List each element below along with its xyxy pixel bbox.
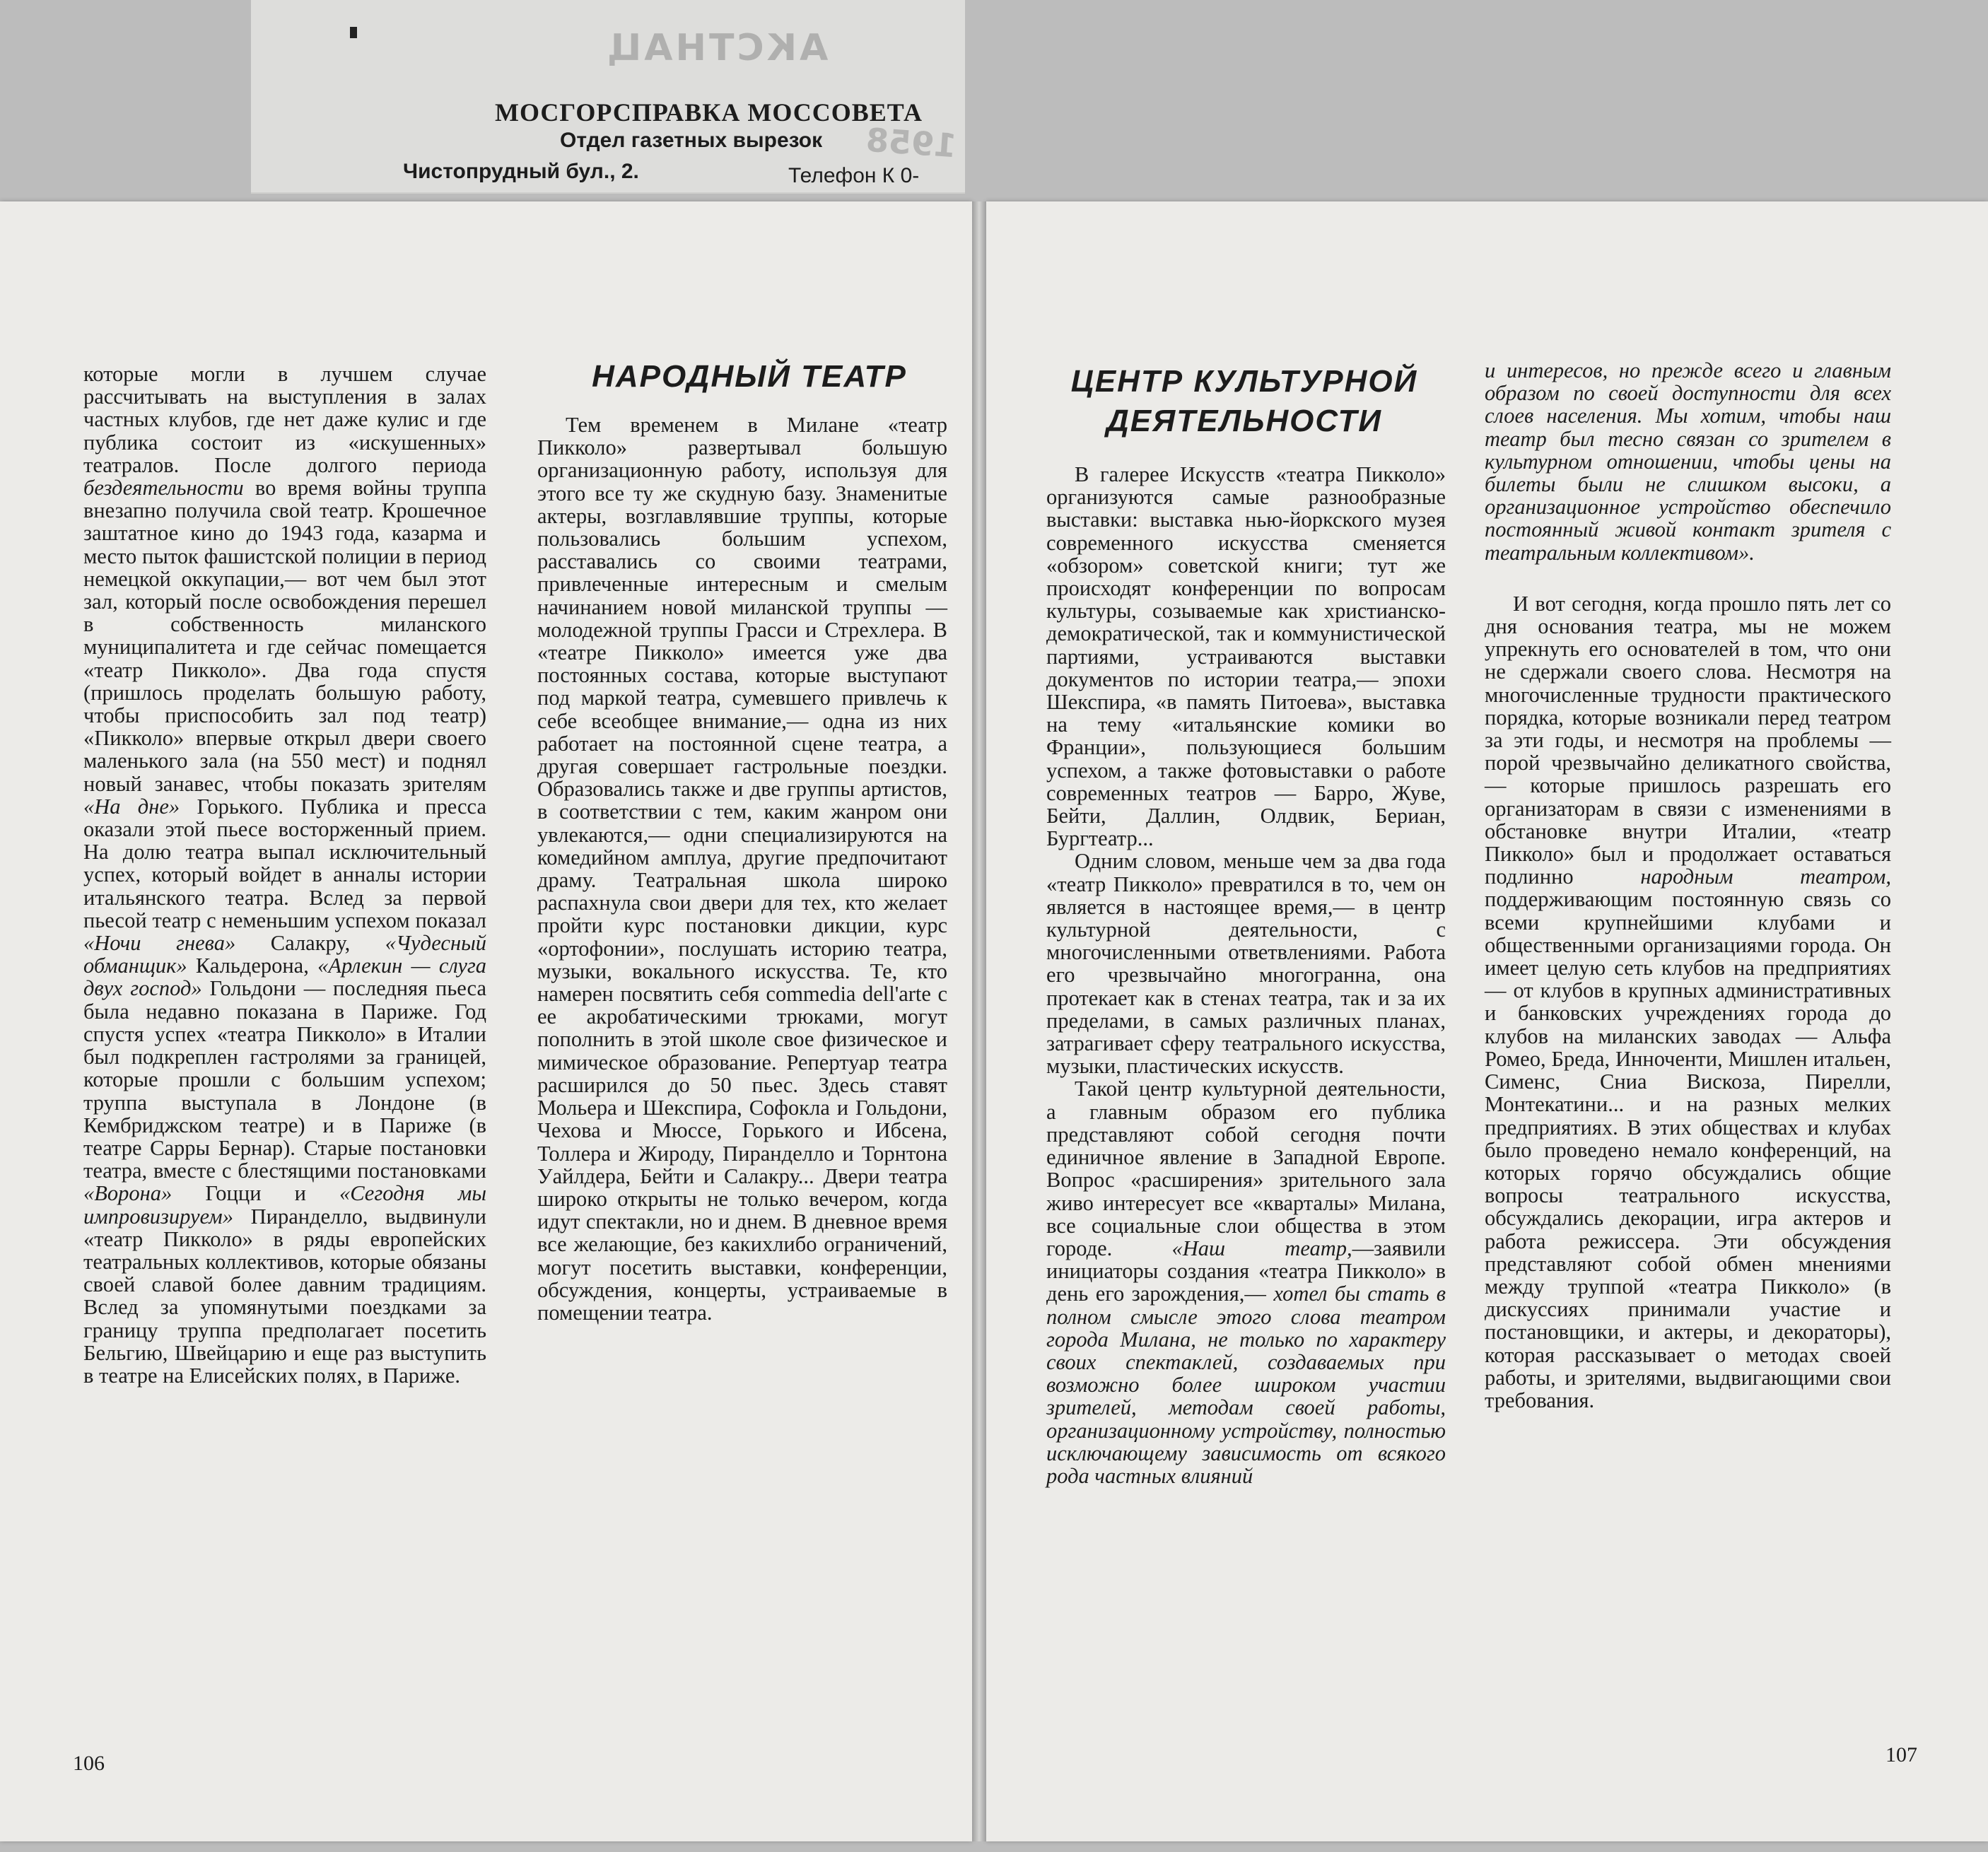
text-run-italic: «Чудесный обманщик»	[83, 931, 487, 978]
text-run: И вот сегодня, когда прошло пять лет со дня основания театра, мы не можем упрекнуть его основателей в том, что они не сдержали своего слова. Несмотря на многочисленные трудности практического порядка, которые возникали перед театром за эти годы, и несмотря на проблемы — порой чрезвычайно деликатного свойства,— которые пришлось разрешать его организаторам в связи с изменениями в обстановке внутри Италии, «театр Пикколо» был и продолжает оставаться подлинно	[1485, 591, 1891, 889]
text-run: поддерживающим постоянную связь со всеми крупнейшими клубами и общественными организациями города. Он имеет целую сеть клубов на предприятиях — от клубов в крупных административных и банковских учреждениях города до клубов на миланских заводах — Альфа Ромео, Бреда, Инноченти, Мишлен итальен, Сименс, Сниа Вискоза, Пирелли, Монтекатини... и на разных мелких предприятиях. В этих обществах и клубах было проведено немало конференций, на которых горячо обсуждались общие вопросы театрального искусства, обсуждались декорации, игра актеров и работа режиссера. Эти обсуждения представляют собой обмен мнениями между труппой «театра Пикколо» (в дискуссиях принимали участие и постановщики, и актеры, и декораторы), которая рассказывает о методах своей работы, и зрителями, выдвигающими свои требования.	[1485, 887, 1891, 1412]
stamp-mark	[350, 27, 357, 38]
text-run-italic: «Арлекин — слуга двух господ»	[83, 954, 487, 1001]
heading-culture-center-2: ДЕЯТЕЛЬНОСТИ	[1106, 404, 1382, 438]
text-run: Такой центр культурной деятельности, а главным образом его публика представляют собой сегодня почти единичное явление в Западной Европе. Вопрос «расширения» зрительного зала живо интересует все «кварталы» Милана, все социальные слои общества в этом городе.	[1046, 1077, 1446, 1260]
text-run: Салакру,	[270, 931, 351, 956]
text-run: Гоцци и	[205, 1181, 306, 1206]
text-run: Пиранделло, выдвинули «театр Пикколо» в ряды европейских театральных коллективов, которые обязаны своей славой более давним традициям. Вслед за упомянутыми поездками за границу труппа предполагает посетить Бельгию, Швейцарию и еще раз выступить в театре на Елисейских полях, в Париже.	[83, 1204, 486, 1388]
text-run: Гольдони — последняя пьеса была недавно показана в Париже. Год спустя успех «театра Пикколо» в Италии был подкреплен гастролями за границей, которые прошли с большим успехом; труппа выступала в Лондоне (в Кембриджском театре) и в Париже (в театре Сарры Бернар). Старые постановки театра, вместе с блестящими постановками	[83, 976, 486, 1183]
page-fold	[972, 201, 986, 1841]
text-run: Горького. Публика и пресса оказали этой пьесе восторженный прием. На долю театра выпал исключительный успех, который войдет в анналы истории итальянского театра. Вслед за первой пьесой театр с неменьшим успехом показал	[83, 794, 487, 932]
text-run-italic: «Ночи гнева»	[83, 931, 236, 956]
column-1-text	[83, 363, 486, 1387]
stamp-organization: МОСГОРСПРАВКА МОССОВЕТА	[495, 98, 923, 127]
column-4-paragraph-1: и интересов, но прежде всего и главным образом по своей доступности для всех слоев населения. Мы хотим, чтобы наш театр был тесно связан со зрителем в культурном отношении, чтобы цены на билеты были не слишком высоки, а организационное устройство обеспечило постоянный живой контакт зрителя с театральным коллективом».	[1485, 358, 1891, 565]
heading-culture-center-1: ЦЕНТР КУЛЬТУРНОЙ	[1070, 364, 1418, 399]
column-4	[1485, 359, 1891, 1412]
text-run-italic: «На дне»	[83, 794, 180, 819]
stamp-ghost-year: 1958	[865, 120, 958, 165]
column-1	[83, 363, 486, 1387]
column-2-text: Тем временем в Милане «театр Пикколо» развертывал большую организационную работу, используя для этого все ту же скудную базу. Знаменитые актеры, возглавлявшие труппы, которые пользовались большим успехом, расставались со своими театрами, привлеченные интересным и смелым начинанием новой миланской труппы — молодежной труппы Грасси и Стрехлера. В «театре Пикколо» имеется уже два постоянных состава, которые выступают под маркой театра, сумевшего привлечь к себе всеобщее внимание,— одна из них работает на постоянной сцене театра, а другая совершает гастрольные поездки. Образовались также и две группы артистов, в соответствии с тем, каким жанром они увлекаются,— одни специализируются на комедийном амплуа, другие предпочитают драму. Театральная школа широко распахнула свои двери для тех, кто желает пройти курс постановки дикции, курс «ортофонии», послушать историю театра, музыки, вокального искусства. Те, кто намерен посвятить себя commedia dell'arte с ее акробатическими трюками, могут пополнить в этой школе свое физическое и мимическое образование. Репертуар театра расширился до 50 пьес. Здесь ставят Мольера и Шекспира, Софокла и Гольдони, Чехова и Мюссе, Горького и Ибсена, Толлера и Жироду, Пиранделло и Торнтона Уайлдера, Бейти и Салакру... Двери театра широко открыты не только вечером, когда идут спектакли, но и днем. В дневное время все желающие, без какихлибо ограничений, могут посетить выставки, конференции, обсуждения, концерты, устраиваемые в помещении театра.	[537, 413, 947, 1325]
clipping-stamp	[251, 0, 965, 194]
column-3-paragraph-2: Одним словом, меньше чем за два года «театр Пикколо» превратился в то, чем он является в настоящее время,— в центр культурной деятельности, с многочисленными ответвлениями. Работа его чрезвычайно многогранна, она протекает как в стенах театра, так и за их пределами, в самых различных планах, затрагивает сферу театрального искусства, музыки, пластических искусств.	[1046, 849, 1446, 1079]
column-3-paragraph-1: В галерее Искусств «театра Пикколо» организуются самые разнообразные выставки: выставка нью-йоркского музея современного искусства сменяется «обзором» советской книги; тут же происходят конференции по вопросам культуры, созываемые как христианско-демократической, так и коммунистической партиями, устраиваются выставки документов по истории театра,— эпохи Шекспира, «в память Питоева», выставка на тему «итальянские комики во Франции», пользующиеся большим успехом, а также фотовыставки о работе современных театров — Барро, Жуве, Бейти, Даллин, Олдвик, Бериан, Бургтеатр...	[1046, 462, 1446, 851]
text-run-italic: хотел бы стать в полном смысле этого слова театром города Милана, не только по характеру своих спектаклей, создаваемых при возможно более широком участии зрителей, методам своей работы, организационному устройству, полностью исключающему зависимость от всякого рода частных влияний	[1046, 1282, 1446, 1488]
text-run: которые могли в лучшем случае рассчитывать на выступления в залах частных клубов, где нет даже кулис и где публика состоит из «искушенных» театралов. После долгого периода	[83, 362, 486, 477]
stamp-phone: Телефон К 0-	[788, 164, 920, 187]
text-run: во время войны труппа внезапно получила свой театр. Крошечное заштатное кино до 1943 года, казарма и место пыток фашистской полиции в период немецкой оккупации,— вот чем был этот зал, который после освобождения перешел в собственность миланского муниципалитета и где сейчас помещается «театр Пикколо». Два года спустя (пришлось проделать большую работу, чтобы приспособить зал под театр) «Пикколо» впервые открыл двери своего маленького зала (на 550 мест) и поднял новый занавес, чтобы показать зрителям	[83, 476, 486, 796]
page-number-right: 107	[1885, 1743, 1917, 1766]
heading-people-theatre: НАРОДНЫЙ ТЕАТР	[592, 359, 907, 394]
text-run-italic: бездеятельности	[83, 476, 244, 500]
text-run-italic: «Наш театр,	[1171, 1236, 1352, 1260]
stamp-department: Отдел газетных вырезок	[560, 129, 823, 152]
text-run-italic: народным театром,	[1640, 865, 1891, 889]
page-number-left: 106	[73, 1752, 105, 1775]
column-3	[1046, 463, 1446, 1487]
stamp-address: Чистопрудный бул., 2.	[403, 160, 639, 183]
text-run: —заявили инициаторы создания «театра Пикколо» в день его зарождения,—	[1046, 1236, 1446, 1306]
text-run-italic: «Сегодня мы импровизируем»	[83, 1181, 486, 1229]
stamp-ghost-text: АКСТНАЦ	[604, 27, 829, 69]
text-run-italic: «Ворона»	[83, 1181, 173, 1206]
text-run: Кальдерона,	[195, 954, 309, 978]
column-3-paragraph-3	[1046, 1077, 1446, 1487]
column-2	[537, 414, 947, 1324]
column-4-paragraph-2	[1485, 592, 1891, 1412]
